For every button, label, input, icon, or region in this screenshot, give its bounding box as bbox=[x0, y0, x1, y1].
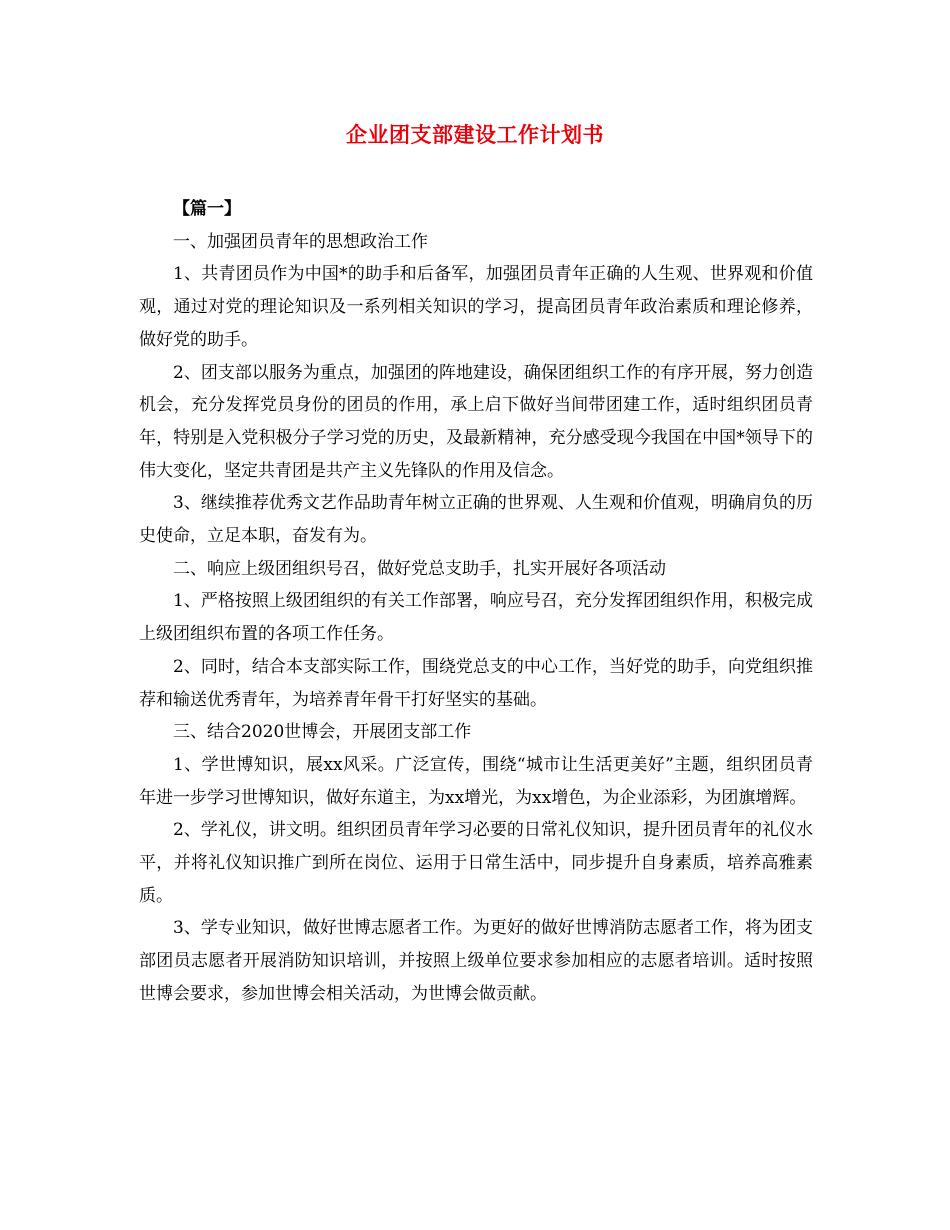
paragraph: 1、学世博知识，展xx风采。广泛宣传，围绕“城市让生活更美好”主题，组织团员青年进一步学习世博知识，做好东道主，为xx增光，为xx增色，为企业添彩，为团旗增辉。 bbox=[139, 754, 813, 808]
paragraph: 2、同时，结合本支部实际工作，围绕党总支的中心工作，当好党的助手，向党组织推荐和输送优秀青年，为培养青年骨干打好坚实的基础。 bbox=[139, 656, 813, 710]
document-title: 企业团支部建设工作计划书 bbox=[346, 122, 604, 147]
document-body bbox=[139, 193, 813, 1011]
paragraph: 1、严格按照上级团组织的有关工作部署，响应号召，充分发挥团组织作用，积极完成上级团组织布置的各项工作任务。 bbox=[139, 591, 813, 645]
paragraph: 3、学专业知识，做好世博志愿者工作。为更好的做好世博消防志愿者工作，将为团支部团员志愿者开展消防知识培训，并按照上级单位要求参加相应的志愿者培训。适时按照世博会要求，参加世博会相关活动，为世博会做贡献。 bbox=[139, 918, 813, 1004]
section-marker: 【篇一】 bbox=[173, 199, 241, 219]
paragraph: 2、团支部以服务为重点，加强团的阵地建设，确保团组织工作的有序开展，努力创造机会，充分发挥党员身份的团员的作用，承上启下做好当间带团建工作，适时组织团员青年，特别是入党积极分子学习党的历史，及最新精神，充分感受现今我国在中国*领导下的伟大变化，坚定共青团是共产主义先锋队的作用及信念。 bbox=[139, 362, 813, 481]
paragraph: 2、学礼仪，讲文明。组织团员青年学习必要的日常礼仪知识，提升团员青年的礼仪水平，并将礼仪知识推广到所在岗位、运用于日常生活中，同步提升自身素质，培养高雅素质。 bbox=[139, 820, 813, 906]
heading-2: 二、响应上级团组织号召，做好党总支助手，扎实开展好各项活动 bbox=[173, 558, 666, 579]
paragraph: 3、继续推荐优秀文艺作品助青年树立正确的世界观、人生观和价值观，明确肩负的历史使命，立足本职，奋发有为。 bbox=[139, 493, 813, 547]
heading-1: 一、加强团员青年的思想政治工作 bbox=[173, 231, 428, 252]
heading-3: 三、结合2020世博会，开展团支部工作 bbox=[173, 722, 472, 743]
paragraph: 1、共青团员作为中国*的助手和后备军，加强团员青年正确的人生观、世界观和价值观，通过对党的理论知识及一系列相关知识的学习，提高团员青年政治素质和理论修养，做好党的助手。 bbox=[139, 264, 813, 350]
